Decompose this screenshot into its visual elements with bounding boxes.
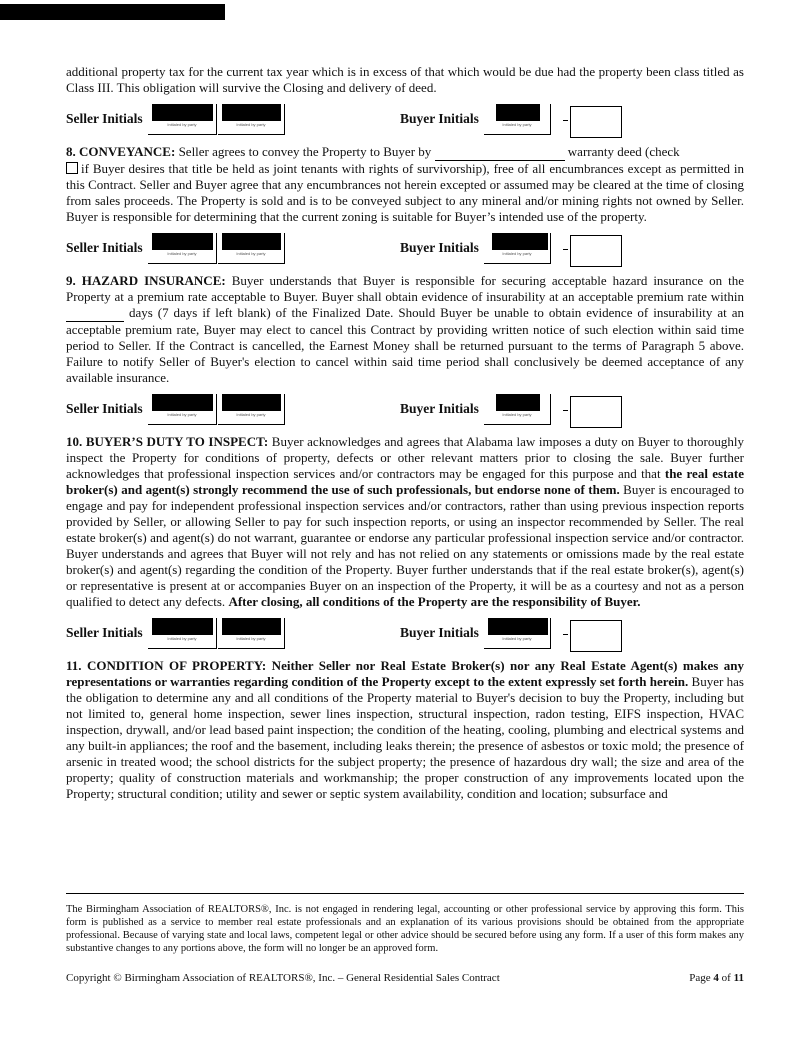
section-8-conveyance: 8. CONVEYANCE: Seller agrees to convey the Property to Buyer by warranty deed (check if Buyer desires that title be held as joint tenants with rights of survivorship), free of all encumbrances except as permitted in this Contract. Seller and Buyer agree that any encumbrances not herein excepted or assumed may be cleared at the time of closing from sales proceeds. The Property is sold and is to be conveyed subject to any mineral and/or mining rights not owned by Seller. Buyer is responsible for determining that the current zoning is suitable for Buyer’s intended use of the property. [66, 144, 744, 224]
seller-initial-box[interactable] [148, 618, 217, 649]
seller-initials-label: Seller Initials [66, 401, 143, 416]
redaction-block [488, 618, 548, 635]
buyer-initial-box[interactable] [484, 618, 551, 649]
buyer-initial-box[interactable] [484, 394, 551, 425]
signature-stamp: Initialed by party [236, 636, 266, 641]
initials-row [66, 233, 744, 269]
section-9-heading: 9. HAZARD INSURANCE: [66, 273, 226, 288]
seller-initial-box[interactable] [148, 233, 217, 264]
signature-stamp: Initialed by party [236, 122, 266, 127]
seller-initial-box[interactable] [148, 394, 217, 425]
initials-row [66, 104, 744, 140]
redaction-block [152, 394, 213, 411]
separator-dash [563, 410, 568, 411]
signature-stamp: Initialed by party [502, 412, 532, 417]
signature-stamp: Initialed by party [167, 636, 197, 641]
seller-initial-box[interactable] [218, 394, 285, 425]
redaction-block [496, 104, 540, 121]
initials-row [66, 394, 744, 430]
redaction-bar [0, 4, 225, 20]
redaction-block [152, 618, 213, 635]
intro-paragraph: additional property tax for the current tax year which is in excess of that which would be due had the property been class titled as Class III. This obligation will survive the Closing and delivery of deed. [66, 64, 744, 95]
redaction-block [222, 233, 281, 250]
seller-initial-box[interactable] [218, 618, 285, 649]
buyer-initial-empty-box[interactable] [570, 396, 622, 428]
seller-initial-box[interactable] [218, 233, 285, 264]
redaction-block [152, 104, 213, 121]
signature-stamp: Initialed by party [502, 636, 532, 641]
section-11-heading: 11. CONDITION OF PROPERTY: Neither Seller nor Real Estate Broker(s) nor any Real Estate Agent(s) makes any representations or warranties regarding condition of the Property except to the extent expressly set forth herein. [66, 658, 744, 689]
buyer-initials-label: Buyer Initials [400, 240, 479, 255]
redaction-block [496, 394, 540, 411]
section-9-hazard-insurance: 9. HAZARD INSURANCE: Buyer understands that Buyer is responsible for securing acceptable hazard insurance on the Property at a premium rate acceptable to Buyer. Buyer shall obtain evidence of insurability at an acceptable premium rate within days (7 days if left blank) of the Finalized Date. Should Buyer be unable to obtain evidence of insurability at an acceptable premium rate, Buyer may elect to cancel this Contract by providing written notice of such election within said time period to Seller. If the Contract is cancelled, the Earnest Money shall be returned pursuant to the terms of Paragraph 5 above. Failure to notify Seller of Buyer's election to cancel within said time period shall conclusively be deemed acceptance of any available insurance. [66, 273, 744, 385]
buyer-initials-label: Buyer Initials [400, 111, 479, 126]
page-number: Page 4 of 11 [689, 972, 744, 984]
insurance-days-blank[interactable] [66, 305, 124, 322]
signature-stamp: Initialed by party [167, 251, 197, 256]
disclaimer-text: The Birmingham Association of REALTORS®, Inc. is not engaged in rendering legal, accounting or other professional service by approving this form. This form is published as a service to member real estate professionals and an explanation of its various provisions should be obtained from the appropriate professional. Because of varying state and local laws, competent legal or other advice should be secured before using any form. If a user of this form makes any substantive changes to any portions above, the form will no longer be an approved form. [66, 904, 744, 954]
buyer-initials-label: Buyer Initials [400, 625, 479, 640]
separator-dash [563, 634, 568, 635]
copyright-text: Copyright © Birmingham Association of REALTORS®, Inc. – General Residential Sales Contract [66, 972, 500, 984]
seller-initials-label: Seller Initials [66, 625, 143, 640]
footer-divider [66, 893, 744, 894]
section-8-heading: 8. CONVEYANCE: [66, 144, 176, 159]
redaction-block [222, 618, 281, 635]
signature-stamp: Initialed by party [236, 412, 266, 417]
seller-initial-box[interactable] [218, 104, 285, 135]
signature-stamp: Initialed by party [167, 412, 197, 417]
section-10-buyers-duty: 10. BUYER’S DUTY TO INSPECT: Buyer acknowledges and agrees that Alabama law imposes a duty on Buyer to thoroughly inspect the Property for conditions of property, defects or other relevant matters prior to closing the sale. Buyer further acknowledges that professional inspection services and/or contractors may be engaged for this purpose and that the real estate broker(s) and agent(s) strongly recommend the use of such professionals, but endorse none of them. Buyer is encouraged to engage and pay for independent professional inspection services and/or contractors, rather than using previous inspection reports provided by Seller, or allowing Seller to pay for such inspection reports, or using an inspector recommended by Seller. The real estate broker(s) and agent(s) do not warrant, guarantee or endorse any particular professional inspection service and/or contractor. Buyer understands and agrees that Buyer will not rely and has not relied on any statements or omissions made by the real estate broker(s) and agent(s) regarding the condition of the Property. Buyer further understands that if the real estate broker(s), agent(s) or representative is present at or accompanies Buyer on an inspection of the Property, it will be as a courtesy and not as a person qualified to detect any defects. After closing, all conditions of the Property are the responsibility of Buyer. [66, 434, 745, 609]
seller-initial-box[interactable] [148, 104, 217, 135]
separator-dash [563, 120, 568, 121]
redaction-block [492, 233, 548, 250]
section-11-condition: 11. CONDITION OF PROPERTY: Neither Seller nor Real Estate Broker(s) nor any Real Estate Agent(s) makes any representations or warranties regarding condition of the Property except to the extent expressly set forth herein. Buyer has the obligation to determine any and all conditions of the Property material to Buyer's decision to buy the Property, including but not limited to, general home inspection, sewer lines inspection, structural inspection, radon testing, EIFS inspection, HVAC inspection, drywall, and/or lead based paint inspection; the condition of the heating, cooling, plumbing and electrical systems and any built-in appliances; the roof and the basement, including leaks therein; the presence of asbestos or toxic mold; the presence of arsenic in treated wood; the school districts for the subject property; the presence of hazardous dry wall; the size and area of the property; quality of construction materials and workmanship; the proper construction of any improvements located upon the Property; structural condition; utility and sewer or septic system availability, condition and location; subsurface and [66, 658, 744, 801]
buyer-initials-label: Buyer Initials [400, 401, 479, 416]
buyer-initial-box[interactable] [484, 233, 551, 264]
signature-stamp: Initialed by party [236, 251, 266, 256]
redaction-block [222, 394, 281, 411]
signature-stamp: Initialed by party [502, 122, 532, 127]
buyer-initial-empty-box[interactable] [570, 620, 622, 652]
seller-initials-label: Seller Initials [66, 240, 143, 255]
seller-initials-label: Seller Initials [66, 111, 143, 126]
deed-type-blank[interactable] [435, 144, 565, 161]
signature-stamp: Initialed by party [502, 251, 532, 256]
signature-stamp: Initialed by party [167, 122, 197, 127]
page-footer [66, 972, 744, 984]
joint-tenants-checkbox[interactable] [66, 162, 78, 174]
separator-dash [563, 249, 568, 250]
buyer-initial-empty-box[interactable] [570, 235, 622, 267]
section-10-heading: 10. BUYER’S DUTY TO INSPECT: [66, 434, 269, 449]
buyer-initial-empty-box[interactable] [570, 106, 622, 138]
redaction-block [222, 104, 281, 121]
buyer-initial-box[interactable] [484, 104, 551, 135]
initials-row [66, 618, 744, 654]
redaction-block [152, 233, 213, 250]
contract-body [66, 64, 744, 802]
